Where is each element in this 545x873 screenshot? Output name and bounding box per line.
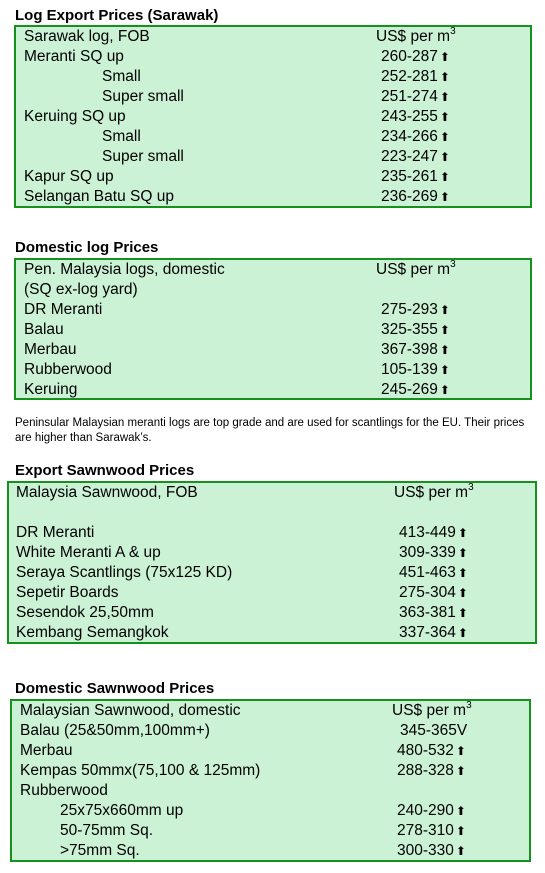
row-label: Balau xyxy=(24,321,64,338)
up-arrow-icon: ⬆ xyxy=(439,170,450,184)
row-price xyxy=(381,300,450,320)
row-label: Keruing xyxy=(24,381,78,398)
row-label: Super small xyxy=(102,88,184,105)
row-price xyxy=(381,380,450,400)
price-value: 480-532 xyxy=(397,742,454,759)
row-label: Kapur SQ up xyxy=(24,168,114,185)
up-arrow-icon: ⬆ xyxy=(439,50,450,64)
table-row xyxy=(16,360,530,380)
up-arrow-icon: ⬆ xyxy=(439,150,450,164)
row-label: Merbau xyxy=(20,742,73,759)
section-title-sarawak: Log Export Prices (Sarawak) xyxy=(15,7,219,24)
price-value: 240-290 xyxy=(397,802,454,819)
price-table-sarawak xyxy=(14,25,532,208)
section-title-export-sawn: Export Sawnwood Prices xyxy=(15,462,195,479)
up-arrow-icon: ⬆ xyxy=(457,566,468,580)
price-value: 309-339 xyxy=(399,544,456,561)
up-arrow-icon: ⬆ xyxy=(439,70,450,84)
row-label: Seraya Scantlings (75x125 KD) xyxy=(16,564,233,581)
up-arrow-icon: ⬆ xyxy=(455,804,466,818)
row-price xyxy=(399,543,468,563)
row-price xyxy=(381,47,450,67)
up-arrow-icon: ⬆ xyxy=(439,383,450,397)
up-arrow-icon: ⬆ xyxy=(455,744,466,758)
up-arrow-icon: ⬆ xyxy=(439,323,450,337)
row-price xyxy=(397,801,466,821)
row-label: Selangan Batu SQ up xyxy=(24,188,174,205)
price-value: 260-287 xyxy=(381,48,438,65)
table-row xyxy=(12,841,529,861)
price-value: 251-274 xyxy=(381,88,438,105)
row-price xyxy=(397,821,466,841)
table-row xyxy=(16,380,530,400)
table-header xyxy=(16,260,530,280)
price-value: 275-293 xyxy=(381,301,438,318)
table-header xyxy=(9,483,535,503)
row-label: >75mm Sq. xyxy=(60,842,140,859)
table-row xyxy=(16,107,530,127)
row-price xyxy=(381,187,450,207)
price-value: 235-261 xyxy=(381,168,438,185)
table-row xyxy=(9,623,535,643)
row-price xyxy=(381,320,450,340)
row-price xyxy=(399,603,468,623)
row-label: Meranti SQ up xyxy=(24,48,124,65)
row-label: Merbau xyxy=(24,341,77,358)
price-value: 337-364 xyxy=(399,624,456,641)
up-arrow-icon: ⬆ xyxy=(439,130,450,144)
up-arrow-icon: ⬆ xyxy=(439,190,450,204)
header-label: Sarawak log, FOB xyxy=(24,28,150,45)
table-row xyxy=(9,543,535,563)
table-row xyxy=(12,801,529,821)
table-row xyxy=(16,127,530,147)
table-header-line-2 xyxy=(16,280,530,300)
table-row xyxy=(9,563,535,583)
row-label: Keruing SQ up xyxy=(24,108,126,125)
unit-text: US$ per m xyxy=(392,702,467,719)
section-title-domestic-log: Domestic log Prices xyxy=(15,239,159,256)
price-value: 367-398 xyxy=(381,341,438,358)
up-arrow-icon: ⬆ xyxy=(439,110,450,124)
price-value: 278-310 xyxy=(397,822,454,839)
section-title-domestic-sawn: Domestic Sawnwood Prices xyxy=(15,680,215,697)
table-row xyxy=(16,300,530,320)
table-row xyxy=(9,603,535,623)
up-arrow-icon: ⬆ xyxy=(455,824,466,838)
price-value: 236-269 xyxy=(381,188,438,205)
table-row xyxy=(12,721,529,741)
table-row xyxy=(16,67,530,87)
unit-superscript: 3 xyxy=(468,482,474,493)
table-header xyxy=(16,27,530,47)
table-row xyxy=(16,187,530,207)
up-arrow-icon: ⬆ xyxy=(457,626,468,640)
price-table-export-sawn xyxy=(7,481,537,644)
row-price xyxy=(381,147,450,167)
table-row xyxy=(12,761,529,781)
row-price xyxy=(399,623,468,643)
table-row xyxy=(16,167,530,187)
up-arrow-icon: ⬆ xyxy=(455,844,466,858)
table-row xyxy=(16,147,530,167)
row-price xyxy=(399,523,468,543)
price-value: 325-355 xyxy=(381,321,438,338)
row-label: 50-75mm Sq. xyxy=(60,822,154,839)
row-price xyxy=(399,563,468,583)
row-price xyxy=(397,761,466,781)
up-arrow-icon: ⬆ xyxy=(439,363,450,377)
table-row xyxy=(16,320,530,340)
unit-label xyxy=(394,483,474,505)
row-label: Kempas 50mmx(75,100 & 125mm) xyxy=(20,762,261,779)
price-value: 413-449 xyxy=(399,524,456,541)
row-price xyxy=(381,127,450,147)
table-row xyxy=(12,821,529,841)
price-value: 234-266 xyxy=(381,128,438,145)
up-arrow-icon: ⬆ xyxy=(455,764,466,778)
price-value: 300-330 xyxy=(397,842,454,859)
row-label: DR Meranti xyxy=(24,301,103,318)
unit-text: US$ per m xyxy=(376,261,451,278)
price-value: 451-463 xyxy=(399,564,456,581)
row-label: Balau (25&50mm,100mm+) xyxy=(20,722,210,739)
table-row xyxy=(16,47,530,67)
table-row xyxy=(9,523,535,543)
table-row xyxy=(12,741,529,761)
row-price xyxy=(400,721,467,741)
row-label: Sepetir Boards xyxy=(16,584,119,601)
up-arrow-icon: ⬆ xyxy=(439,303,450,317)
price-value: 223-247 xyxy=(381,148,438,165)
table-header xyxy=(12,701,529,721)
header-label: Malaysia Sawnwood, FOB xyxy=(16,484,198,501)
unit-label xyxy=(376,27,456,49)
row-label: Small xyxy=(102,128,141,145)
row-price xyxy=(381,360,450,380)
row-price xyxy=(381,87,450,107)
table-row xyxy=(16,87,530,107)
row-price xyxy=(397,841,466,861)
header-label-2: (SQ ex-log yard) xyxy=(24,281,138,298)
unit-label xyxy=(392,701,472,723)
up-arrow-icon: ⬆ xyxy=(457,606,468,620)
price-value: 105-139 xyxy=(381,361,438,378)
price-table-domestic-sawn xyxy=(10,699,531,862)
up-arrow-icon: ⬆ xyxy=(457,526,468,540)
row-price xyxy=(381,340,450,360)
up-arrow-icon: ⬆ xyxy=(439,90,450,104)
price-value: 288-328 xyxy=(397,762,454,779)
up-arrow-icon: ⬆ xyxy=(457,546,468,560)
row-price xyxy=(381,107,450,127)
unit-superscript: 3 xyxy=(450,26,456,37)
row-price xyxy=(397,741,466,761)
row-price xyxy=(381,67,450,87)
row-label: Super small xyxy=(102,148,184,165)
table-row xyxy=(12,781,529,801)
note-paragraph: Peninsular Malaysian meranti logs are top grade and are used for scantlings for the EU. Their prices are higher than Sarawak’s. xyxy=(15,417,525,444)
row-label: White Meranti A & up xyxy=(16,544,161,561)
row-price xyxy=(399,583,468,603)
price-value: 275-304 xyxy=(399,584,456,601)
price-value: 243-255 xyxy=(381,108,438,125)
up-arrow-icon: ⬆ xyxy=(439,343,450,357)
price-value: 252-281 xyxy=(381,68,438,85)
unit-superscript: 3 xyxy=(466,700,472,711)
price-value: 363-381 xyxy=(399,604,456,621)
row-label: Kembang Semangkok xyxy=(16,624,169,641)
header-label: Malaysian Sawnwood, domestic xyxy=(20,702,241,719)
unit-text: US$ per m xyxy=(376,28,451,45)
row-label: Rubberwood xyxy=(20,782,108,799)
unit-text: US$ per m xyxy=(394,484,469,501)
price-value: 345-365V xyxy=(400,722,468,739)
row-label: DR Meranti xyxy=(16,524,95,541)
up-arrow-icon: ⬆ xyxy=(457,586,468,600)
table-row xyxy=(9,583,535,603)
unit-superscript: 3 xyxy=(450,259,456,270)
row-label: 25x75x660mm up xyxy=(60,802,184,819)
table-row xyxy=(16,340,530,360)
price-value: 245-269 xyxy=(381,381,438,398)
header-label: Pen. Malaysia logs, domestic xyxy=(24,261,225,278)
row-label: Sesendok 25,50mm xyxy=(16,604,154,621)
row-price xyxy=(381,167,450,187)
unit-label xyxy=(376,260,456,282)
row-label: Small xyxy=(102,68,141,85)
price-table-domestic-log xyxy=(14,258,532,400)
row-label: Rubberwood xyxy=(24,361,112,378)
